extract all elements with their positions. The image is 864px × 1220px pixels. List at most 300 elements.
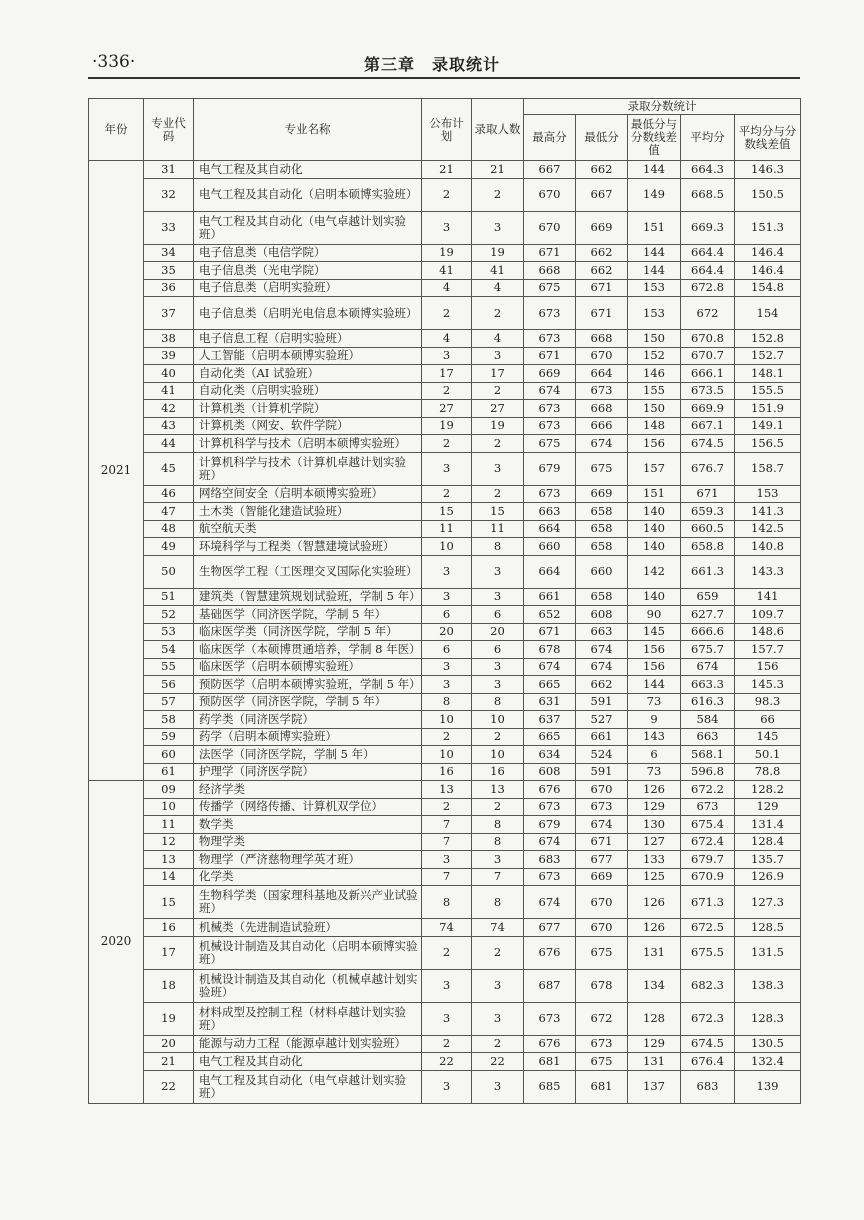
max-cell: 663: [524, 503, 576, 521]
name-cell: 建筑类（智慧建筑规划试验班，学制 5 年）: [194, 588, 422, 606]
min-diff-cell: 90: [628, 606, 681, 624]
avg-diff-cell: 158.7: [735, 452, 801, 485]
plan-cell: 4: [422, 330, 472, 348]
plan-cell: 16: [422, 763, 472, 781]
min-cell: 664: [576, 365, 628, 383]
plan-cell: 2: [422, 178, 472, 211]
admitted-cell: 15: [472, 503, 524, 521]
name-cell: 预防医学（启明本硕博实验班，学制 5 年）: [194, 676, 422, 694]
admitted-cell: 8: [472, 886, 524, 919]
name-cell: 化学类: [194, 868, 422, 886]
code-cell: 31: [144, 161, 194, 179]
avg-cell: 663.3: [681, 676, 735, 694]
table-row: [89, 161, 801, 179]
max-cell: 665: [524, 676, 576, 694]
code-cell: 54: [144, 641, 194, 659]
admitted-cell: 3: [472, 851, 524, 869]
admitted-cell: 13: [472, 781, 524, 799]
chapter-title: 第三章 录取统计: [363, 55, 500, 74]
table-row: [89, 382, 801, 400]
max-cell: 675: [524, 435, 576, 453]
plan-cell: 10: [422, 711, 472, 729]
avg-cell: 675.5: [681, 936, 735, 969]
min-diff-cell: 151: [628, 211, 681, 244]
admitted-cell: 8: [472, 816, 524, 834]
max-cell: 674: [524, 886, 576, 919]
code-cell: 59: [144, 728, 194, 746]
avg-diff-cell: 132.4: [735, 1053, 801, 1071]
table-row: [89, 1002, 801, 1035]
code-cell: 49: [144, 538, 194, 556]
admission-table: [88, 98, 801, 1104]
code-cell: 53: [144, 623, 194, 641]
name-cell: 药学（启明本硕博实验班）: [194, 728, 422, 746]
min-cell: 662: [576, 161, 628, 179]
code-cell: 43: [144, 417, 194, 435]
min-diff-cell: 150: [628, 330, 681, 348]
name-cell: 航空航天类: [194, 520, 422, 538]
max-cell: 674: [524, 833, 576, 851]
avg-diff-cell: 148.1: [735, 365, 801, 383]
plan-cell: 4: [422, 279, 472, 297]
min-cell: 524: [576, 746, 628, 764]
avg-cell: 671: [681, 485, 735, 503]
min-cell: 675: [576, 452, 628, 485]
avg-diff-cell: 129: [735, 798, 801, 816]
table-row: [89, 435, 801, 453]
min-diff-cell: 157: [628, 452, 681, 485]
code-cell: 58: [144, 711, 194, 729]
code-cell: 60: [144, 746, 194, 764]
min-cell: 658: [576, 588, 628, 606]
plan-cell: 13: [422, 781, 472, 799]
avg-cell: 663: [681, 728, 735, 746]
avg-cell: 664.3: [681, 161, 735, 179]
min-diff-cell: 129: [628, 1035, 681, 1053]
min-diff-cell: 155: [628, 382, 681, 400]
table-row: [89, 658, 801, 676]
min-diff-cell: 126: [628, 919, 681, 937]
admitted-cell: 19: [472, 417, 524, 435]
plan-cell: 2: [422, 485, 472, 503]
avg-diff-cell: 155.5: [735, 382, 801, 400]
name-cell: 法医学（同济医学院，学制 5 年）: [194, 746, 422, 764]
code-cell: 18: [144, 969, 194, 1002]
min-cell: 673: [576, 382, 628, 400]
admitted-cell: 27: [472, 400, 524, 418]
avg-cell: 660.5: [681, 520, 735, 538]
avg-cell: 661.3: [681, 555, 735, 588]
plan-cell: 21: [422, 161, 472, 179]
max-cell: 670: [524, 211, 576, 244]
name-cell: 网络空间安全（启明本硕博实验班）: [194, 485, 422, 503]
admitted-cell: 8: [472, 693, 524, 711]
admitted-cell: 2: [472, 297, 524, 330]
admitted-cell: 41: [472, 262, 524, 280]
min-diff-cell: 156: [628, 641, 681, 659]
max-cell: 660: [524, 538, 576, 556]
min-cell: 669: [576, 868, 628, 886]
avg-diff-cell: 152.8: [735, 330, 801, 348]
plan-cell: 3: [422, 211, 472, 244]
avg-diff-cell: 138.3: [735, 969, 801, 1002]
max-cell: 674: [524, 658, 576, 676]
avg-cell: 673: [681, 798, 735, 816]
name-cell: 材料成型及控制工程（材料卓越计划实验班）: [194, 1002, 422, 1035]
min-cell: 667: [576, 178, 628, 211]
min-cell: 658: [576, 538, 628, 556]
max-cell: 673: [524, 798, 576, 816]
col-avg-diff: 平均分与分数线差值: [735, 115, 801, 161]
plan-cell: 2: [422, 1035, 472, 1053]
plan-cell: 15: [422, 503, 472, 521]
avg-cell: 675.7: [681, 641, 735, 659]
min-diff-cell: 6: [628, 746, 681, 764]
admitted-cell: 21: [472, 161, 524, 179]
min-diff-cell: 129: [628, 798, 681, 816]
max-cell: 677: [524, 919, 576, 937]
min-diff-cell: 153: [628, 279, 681, 297]
avg-diff-cell: 157.7: [735, 641, 801, 659]
name-cell: 土木类（智能化建造试验班）: [194, 503, 422, 521]
code-cell: 61: [144, 763, 194, 781]
min-cell: 658: [576, 503, 628, 521]
header-rule: [88, 77, 800, 79]
table-row: [89, 919, 801, 937]
table-row: [89, 400, 801, 418]
avg-diff-cell: 128.4: [735, 833, 801, 851]
max-cell: 676: [524, 1035, 576, 1053]
table-row: [89, 1053, 801, 1071]
code-cell: 15: [144, 886, 194, 919]
name-cell: 计算机科学与技术（计算机卓越计划实验班）: [194, 452, 422, 485]
table-row: [89, 781, 801, 799]
plan-cell: 10: [422, 538, 472, 556]
min-diff-cell: 140: [628, 538, 681, 556]
min-cell: 668: [576, 330, 628, 348]
admitted-cell: 3: [472, 1070, 524, 1103]
plan-cell: 3: [422, 969, 472, 1002]
name-cell: 药学类（同济医学院）: [194, 711, 422, 729]
table-row: [89, 798, 801, 816]
name-cell: 电子信息类（电信学院）: [194, 244, 422, 262]
code-cell: 14: [144, 868, 194, 886]
min-cell: 662: [576, 676, 628, 694]
admitted-cell: 11: [472, 520, 524, 538]
table-row: [89, 746, 801, 764]
code-cell: 42: [144, 400, 194, 418]
avg-cell: 659: [681, 588, 735, 606]
plan-cell: 3: [422, 588, 472, 606]
max-cell: 679: [524, 452, 576, 485]
avg-cell: 664.4: [681, 244, 735, 262]
table-row: [89, 178, 801, 211]
plan-cell: 74: [422, 919, 472, 937]
avg-diff-cell: 130.5: [735, 1035, 801, 1053]
max-cell: 673: [524, 485, 576, 503]
max-cell: 673: [524, 330, 576, 348]
name-cell: 电气工程及其自动化: [194, 1053, 422, 1071]
min-cell: 674: [576, 641, 628, 659]
admitted-cell: 2: [472, 382, 524, 400]
min-cell: 666: [576, 417, 628, 435]
code-cell: 22: [144, 1070, 194, 1103]
min-diff-cell: 133: [628, 851, 681, 869]
table-row: [89, 711, 801, 729]
max-cell: 671: [524, 347, 576, 365]
max-cell: 678: [524, 641, 576, 659]
min-diff-cell: 146: [628, 365, 681, 383]
admitted-cell: 3: [472, 1002, 524, 1035]
table-row: [89, 816, 801, 834]
avg-diff-cell: 126.9: [735, 868, 801, 886]
avg-diff-cell: 145.3: [735, 676, 801, 694]
max-cell: 634: [524, 746, 576, 764]
code-cell: 56: [144, 676, 194, 694]
min-cell: 675: [576, 1053, 628, 1071]
name-cell: 电气工程及其自动化（电气卓越计划实验班）: [194, 1070, 422, 1103]
avg-cell: 672.4: [681, 833, 735, 851]
min-cell: 678: [576, 969, 628, 1002]
name-cell: 临床医学（启明本硕博实验班）: [194, 658, 422, 676]
admitted-cell: 2: [472, 485, 524, 503]
avg-diff-cell: 141: [735, 588, 801, 606]
avg-diff-cell: 148.6: [735, 623, 801, 641]
max-cell: 608: [524, 763, 576, 781]
table-row: [89, 1070, 801, 1103]
min-cell: 674: [576, 435, 628, 453]
plan-cell: 7: [422, 833, 472, 851]
min-cell: 662: [576, 244, 628, 262]
min-diff-cell: 145: [628, 623, 681, 641]
table-row: [89, 588, 801, 606]
min-cell: 674: [576, 816, 628, 834]
col-plan: 公布计划: [422, 99, 472, 161]
avg-diff-cell: 66: [735, 711, 801, 729]
min-cell: 669: [576, 485, 628, 503]
avg-diff-cell: 156: [735, 658, 801, 676]
table-row: [89, 452, 801, 485]
code-cell: 12: [144, 833, 194, 851]
min-diff-cell: 9: [628, 711, 681, 729]
max-cell: 687: [524, 969, 576, 1002]
avg-diff-cell: 154: [735, 297, 801, 330]
col-code: 专业代码: [144, 99, 194, 161]
table-row: [89, 244, 801, 262]
plan-cell: 3: [422, 851, 472, 869]
name-cell: 机械设计制造及其自动化（机械卓越计划实验班）: [194, 969, 422, 1002]
max-cell: 673: [524, 417, 576, 435]
avg-diff-cell: 156.5: [735, 435, 801, 453]
max-cell: 671: [524, 623, 576, 641]
avg-cell: 672.5: [681, 919, 735, 937]
name-cell: 机械类（先进制造试验班）: [194, 919, 422, 937]
name-cell: 经济学类: [194, 781, 422, 799]
min-diff-cell: 144: [628, 262, 681, 280]
avg-cell: 674.5: [681, 1035, 735, 1053]
code-cell: 09: [144, 781, 194, 799]
code-cell: 17: [144, 936, 194, 969]
col-max: 最高分: [524, 115, 576, 161]
plan-cell: 6: [422, 641, 472, 659]
name-cell: 自动化类（启明实验班）: [194, 382, 422, 400]
max-cell: 667: [524, 161, 576, 179]
table-row: [89, 868, 801, 886]
admitted-cell: 22: [472, 1053, 524, 1071]
col-admitted: 录取人数: [472, 99, 524, 161]
plan-cell: 3: [422, 452, 472, 485]
min-diff-cell: 150: [628, 400, 681, 418]
min-cell: 591: [576, 763, 628, 781]
name-cell: 传播学（网络传播、计算机双学位）: [194, 798, 422, 816]
avg-diff-cell: 150.5: [735, 178, 801, 211]
admitted-cell: 2: [472, 936, 524, 969]
admitted-cell: 2: [472, 178, 524, 211]
min-diff-cell: 126: [628, 781, 681, 799]
admitted-cell: 3: [472, 555, 524, 588]
admitted-cell: 3: [472, 969, 524, 1002]
name-cell: 电气工程及其自动化（启明本硕博实验班）: [194, 178, 422, 211]
max-cell: 673: [524, 1002, 576, 1035]
name-cell: 电子信息工程（启明实验班）: [194, 330, 422, 348]
code-cell: 34: [144, 244, 194, 262]
avg-cell: 658.8: [681, 538, 735, 556]
min-cell: 671: [576, 833, 628, 851]
admitted-cell: 10: [472, 746, 524, 764]
avg-diff-cell: 128.5: [735, 919, 801, 937]
plan-cell: 2: [422, 382, 472, 400]
max-cell: 664: [524, 520, 576, 538]
max-cell: 669: [524, 365, 576, 383]
avg-cell: 679.7: [681, 851, 735, 869]
avg-cell: 669.3: [681, 211, 735, 244]
min-cell: 671: [576, 279, 628, 297]
min-cell: 670: [576, 781, 628, 799]
code-cell: 55: [144, 658, 194, 676]
min-diff-cell: 144: [628, 244, 681, 262]
plan-cell: 6: [422, 606, 472, 624]
min-diff-cell: 142: [628, 555, 681, 588]
avg-diff-cell: 143.3: [735, 555, 801, 588]
min-diff-cell: 143: [628, 728, 681, 746]
min-cell: 670: [576, 919, 628, 937]
avg-diff-cell: 139: [735, 1070, 801, 1103]
max-cell: 674: [524, 382, 576, 400]
plan-cell: 7: [422, 816, 472, 834]
min-diff-cell: 131: [628, 1053, 681, 1071]
plan-cell: 7: [422, 868, 472, 886]
admitted-cell: 2: [472, 1035, 524, 1053]
min-diff-cell: 127: [628, 833, 681, 851]
name-cell: 能源与动力工程（能源卓越计划实验班）: [194, 1035, 422, 1053]
min-cell: 663: [576, 623, 628, 641]
admitted-cell: 2: [472, 728, 524, 746]
code-cell: 52: [144, 606, 194, 624]
min-diff-cell: 156: [628, 658, 681, 676]
table-row: [89, 538, 801, 556]
avg-cell: 596.8: [681, 763, 735, 781]
avg-cell: 666.6: [681, 623, 735, 641]
table-row: [89, 347, 801, 365]
min-diff-cell: 152: [628, 347, 681, 365]
plan-cell: 10: [422, 746, 472, 764]
admitted-cell: 3: [472, 676, 524, 694]
code-cell: 21: [144, 1053, 194, 1071]
plan-cell: 20: [422, 623, 472, 641]
min-cell: 660: [576, 555, 628, 588]
avg-diff-cell: 135.7: [735, 851, 801, 869]
table-row: [89, 763, 801, 781]
code-cell: 32: [144, 178, 194, 211]
plan-cell: 2: [422, 728, 472, 746]
admitted-cell: 2: [472, 798, 524, 816]
plan-cell: 17: [422, 365, 472, 383]
avg-cell: 682.3: [681, 969, 735, 1002]
code-cell: 47: [144, 503, 194, 521]
code-cell: 16: [144, 919, 194, 937]
plan-cell: 11: [422, 520, 472, 538]
min-diff-cell: 125: [628, 868, 681, 886]
avg-diff-cell: 145: [735, 728, 801, 746]
avg-cell: 671.3: [681, 886, 735, 919]
plan-cell: 3: [422, 658, 472, 676]
name-cell: 基础医学（同济医学院，学制 5 年）: [194, 606, 422, 624]
col-avg: 平均分: [681, 115, 735, 161]
avg-diff-cell: 154.8: [735, 279, 801, 297]
table-row: [89, 969, 801, 1002]
plan-cell: 19: [422, 244, 472, 262]
table-row: [89, 417, 801, 435]
min-diff-cell: 151: [628, 485, 681, 503]
page-number: ·336·: [92, 52, 136, 72]
min-diff-cell: 73: [628, 763, 681, 781]
col-min: 最低分: [576, 115, 628, 161]
min-cell: 674: [576, 658, 628, 676]
table-row: [89, 728, 801, 746]
avg-cell: 672: [681, 297, 735, 330]
avg-cell: 627.7: [681, 606, 735, 624]
min-cell: 681: [576, 1070, 628, 1103]
admitted-cell: 4: [472, 330, 524, 348]
code-cell: 35: [144, 262, 194, 280]
code-cell: 41: [144, 382, 194, 400]
max-cell: 668: [524, 262, 576, 280]
avg-diff-cell: 142.5: [735, 520, 801, 538]
plan-cell: 3: [422, 676, 472, 694]
avg-cell: 667.1: [681, 417, 735, 435]
max-cell: 675: [524, 279, 576, 297]
avg-diff-cell: 149.1: [735, 417, 801, 435]
plan-cell: 41: [422, 262, 472, 280]
min-diff-cell: 153: [628, 297, 681, 330]
avg-cell: 672.8: [681, 279, 735, 297]
name-cell: 电子信息类（启明光电信息本硕博实验班）: [194, 297, 422, 330]
table-body: [89, 161, 801, 1104]
avg-diff-cell: 153: [735, 485, 801, 503]
table-row: [89, 936, 801, 969]
plan-cell: 3: [422, 1002, 472, 1035]
admitted-cell: 8: [472, 833, 524, 851]
avg-diff-cell: 152.7: [735, 347, 801, 365]
avg-cell: 674: [681, 658, 735, 676]
plan-cell: 3: [422, 347, 472, 365]
name-cell: 临床医学类（同济医学院，学制 5 年）: [194, 623, 422, 641]
avg-cell: 584: [681, 711, 735, 729]
min-cell: 671: [576, 297, 628, 330]
avg-cell: 668.5: [681, 178, 735, 211]
min-diff-cell: 126: [628, 886, 681, 919]
max-cell: 665: [524, 728, 576, 746]
